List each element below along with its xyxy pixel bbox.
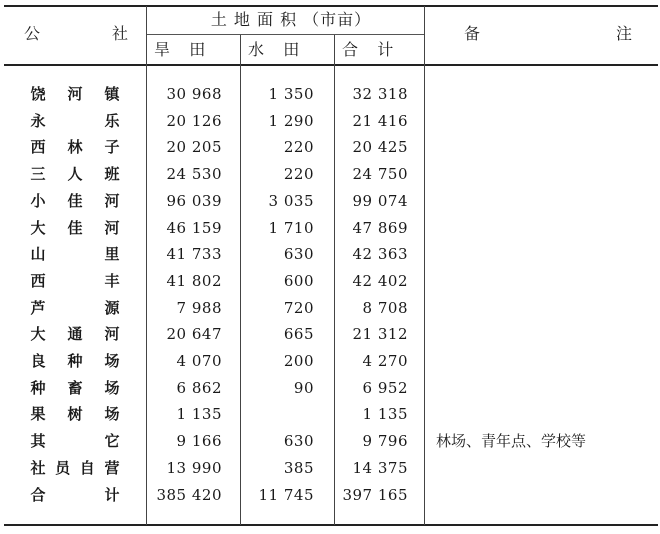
commune-name-char: 佳: [67, 219, 83, 237]
paddy-field-value: 3 035: [268, 192, 314, 210]
commune-name-char: 合: [30, 486, 46, 504]
commune-name: [30, 378, 120, 398]
total-value: 397 165: [342, 486, 408, 504]
commune-name-char: [67, 271, 83, 291]
paddy-field-value: 220: [283, 138, 314, 156]
commune-name-char: 芦: [30, 299, 46, 317]
commune-name-char: 场: [104, 405, 120, 423]
total-value: 21 416: [352, 112, 408, 130]
paddy-field-value: 385: [283, 459, 314, 477]
paddy-field-value: 200: [283, 352, 314, 370]
paddy-field-value: 1 290: [268, 112, 314, 130]
commune-name-char: [67, 485, 83, 505]
header-land-area: 土 地 面 积 （市亩）: [210, 10, 372, 29]
commune-name: [30, 218, 120, 238]
paddy-field-value: 1 350: [268, 85, 314, 103]
total-value: 99 074: [352, 192, 408, 210]
commune-name-char: 营: [104, 459, 120, 477]
header-total: 合 计: [342, 40, 395, 59]
commune-name-char: 河: [104, 325, 120, 343]
dry-field-value: 13 990: [166, 459, 222, 477]
dry-field-value: 24 530: [166, 165, 222, 183]
commune-name-char: 自: [79, 459, 95, 477]
commune-name-char: 种: [67, 352, 83, 370]
dry-field-value: 30 968: [166, 85, 222, 103]
commune-name-char: 乐: [104, 112, 120, 130]
commune-name-char: [67, 111, 83, 131]
total-value: 24 750: [352, 165, 408, 183]
paddy-field-value: 630: [283, 432, 314, 450]
commune-name: [30, 351, 120, 371]
dry-field-value: 46 159: [166, 219, 222, 237]
commune-name-char: 林: [67, 138, 83, 156]
paddy-field-value: 220: [283, 165, 314, 183]
subheader-rule: [146, 34, 424, 35]
header-commune-right: 社: [112, 24, 130, 43]
paddy-field-value: 600: [283, 272, 314, 290]
commune-name-char: 通: [67, 325, 83, 343]
total-value: 1 135: [362, 405, 408, 423]
total-value: 14 375: [352, 459, 408, 477]
header-rule: [4, 64, 658, 66]
commune-name: [30, 298, 120, 318]
paddy-field-value: 11 745: [258, 486, 314, 504]
header-paddy-field: 水 田: [248, 40, 301, 59]
commune-name-char: 大: [30, 219, 46, 237]
header-dry-field: 旱 田: [154, 40, 207, 59]
col-divider-commune: [146, 6, 147, 525]
total-value: 32 318: [352, 85, 408, 103]
dry-field-value: 1 135: [176, 405, 222, 423]
commune-name-char: 丰: [104, 272, 120, 290]
header-commune-left: 公: [24, 24, 42, 43]
commune-name-char: 种: [30, 379, 46, 397]
commune-name: [30, 404, 120, 424]
commune-name-char: 它: [104, 432, 120, 450]
dry-field-value: 385 420: [156, 486, 222, 504]
bottom-rule: [4, 524, 658, 526]
commune-name: [30, 111, 120, 131]
commune-name: [30, 137, 120, 157]
commune-name-char: 河: [104, 192, 120, 210]
commune-name: [30, 431, 120, 451]
paddy-field-value: 90: [293, 379, 314, 397]
commune-name-char: 河: [67, 85, 83, 103]
paddy-field-value: 720: [283, 299, 314, 317]
header-remarks-left: 备: [464, 24, 482, 43]
dry-field-value: 96 039: [166, 192, 222, 210]
commune-name-char: 大: [30, 325, 46, 343]
dry-field-value: 6 862: [176, 379, 222, 397]
commune-name-char: 果: [30, 405, 46, 423]
commune-name-char: [67, 244, 83, 264]
total-value: 42 402: [352, 272, 408, 290]
commune-name: [30, 271, 120, 291]
total-value: 4 270: [362, 352, 408, 370]
commune-name: [30, 485, 120, 505]
total-value: 21 312: [352, 325, 408, 343]
col-divider-dry: [240, 35, 241, 525]
dry-field-value: 20 647: [166, 325, 222, 343]
commune-name-char: 良: [30, 352, 46, 370]
col-divider-paddy: [334, 35, 335, 525]
paddy-field-value: 665: [283, 325, 314, 343]
col-divider-total: [424, 6, 425, 525]
total-value: 20 425: [352, 138, 408, 156]
commune-name-char: 小: [30, 192, 46, 210]
paddy-field-value: 1 710: [268, 219, 314, 237]
commune-name-char: 计: [104, 486, 120, 504]
commune-name-char: 河: [104, 219, 120, 237]
total-value: 42 363: [352, 245, 408, 263]
commune-name-char: 西: [30, 138, 46, 156]
commune-name: [30, 458, 120, 478]
commune-name: [30, 84, 120, 104]
paddy-field-value: 630: [283, 245, 314, 263]
commune-name: [30, 164, 120, 184]
total-value: 47 869: [352, 219, 408, 237]
commune-name-char: 树: [67, 405, 83, 423]
commune-name: [30, 324, 120, 344]
commune-name-char: 饶: [30, 85, 46, 103]
dry-field-value: 9 166: [176, 432, 222, 450]
dry-field-value: 20 126: [166, 112, 222, 130]
dry-field-value: 41 733: [166, 245, 222, 263]
commune-name-char: 佳: [67, 192, 83, 210]
commune-name-char: 场: [104, 379, 120, 397]
commune-name-char: 员: [55, 459, 71, 477]
commune-name-char: [67, 431, 83, 451]
commune-name-char: 里: [104, 245, 120, 263]
commune-name: [30, 244, 120, 264]
dry-field-value: 41 802: [166, 272, 222, 290]
commune-name-char: 畜: [67, 379, 83, 397]
dry-field-value: 7 988: [176, 299, 222, 317]
commune-name-char: 人: [67, 165, 83, 183]
total-value: 9 796: [362, 432, 408, 450]
commune-name-char: 三: [30, 165, 46, 183]
total-value: 8 708: [362, 299, 408, 317]
commune-name-char: 西: [30, 272, 46, 290]
commune-name: [30, 191, 120, 211]
commune-name-char: 班: [104, 165, 120, 183]
commune-name-char: [67, 298, 83, 318]
dry-field-value: 20 205: [166, 138, 222, 156]
header-remarks-right: 注: [616, 24, 634, 43]
commune-name-char: 源: [104, 299, 120, 317]
commune-name-char: 子: [104, 138, 120, 156]
commune-name-char: 山: [30, 245, 46, 263]
total-value: 6 952: [362, 379, 408, 397]
commune-name-char: 社: [30, 459, 46, 477]
remarks-value: 林场、青年点、学校等: [436, 432, 587, 450]
commune-name-char: 其: [30, 432, 46, 450]
commune-name-char: 镇: [104, 85, 120, 103]
commune-name-char: 永: [30, 112, 46, 130]
commune-name-char: 场: [104, 352, 120, 370]
dry-field-value: 4 070: [176, 352, 222, 370]
top-rule: [4, 5, 658, 7]
